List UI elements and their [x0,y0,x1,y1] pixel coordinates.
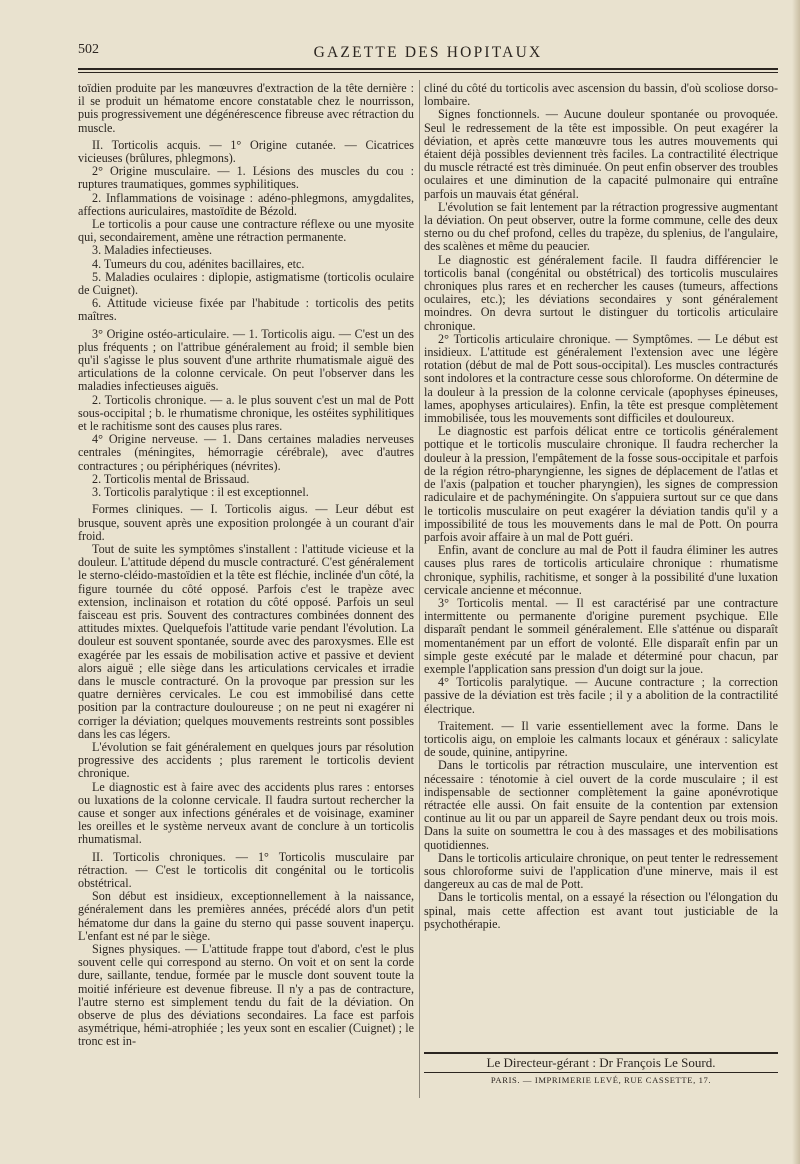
paragraph: 4° Torticolis paralytique. — Aucune contracture ; la correction passive de la déviation est très facile ; il y a abolition de la contractilité électrique. [424,675,778,716]
paragraph: Le torticolis a pour cause une contracture réflexe ou une myosite qui, secondairement, amène une rétraction permanente. [78,217,414,245]
paragraph: 2° Origine musculaire. — 1. Lésions des muscles du cou : ruptures traumatiques, gommes syphilitiques. [78,164,414,192]
footer-rule-thin [424,1072,778,1073]
page-edge-shadow [792,0,800,1164]
header-rule-thick [78,68,778,70]
list-item: 6. Attitude vicieuse fixée par l'habitude : torticolis des petits maîtres. [78,296,414,324]
section-heading-acquired: II. Torticolis acquis. — 1° Origine cutanée. — Cicatrices vicieuses (brûlures, phlegmons). [78,137,414,166]
paragraph: 3° Origine ostéo-articulaire. — 1. Torticolis aigu. — C'est un des plus fréquents ; on l'attribue généralement au froid; il semble bien qu'il s'agisse le plus souvent d'une arthrite rhumatismale aiguë des articulations de la colonne cervicale. On peut l'observer dans les maladies infectieuses aiguës. [78,326,414,394]
right-column [424,82,778,931]
printer-imprint: PARIS. — IMPRIMERIE LEVÉ, RUE CASSETTE, 17. [490,1075,712,1085]
left-column [78,82,414,1049]
paragraph: L'évolution se fait lentement par la rétraction progressive augmentant la déviation. On peut observer, outre la forme commune, celle des deux sterno ou du chef profond, celles du trapèze, du splenius, de l'angulaire, des scalènes et même du peaucier. [424,199,778,254]
list-item: 3. Maladies infectieuses. [92,243,213,258]
page-number: 502 [78,42,99,57]
section-heading-clinical-forms: Formes cliniques. — I. Torticolis aigus. — Leur début est brusque, souvent après une exposition prolongée à un courant d'air froid. [78,502,414,543]
header-rule-thin [78,72,778,73]
director-signature: Le Directeur-gérant : Dr François Le Sourd. [486,1055,716,1070]
section-heading-chronic: II. Torticolis chroniques. — 1° Torticolis musculaire par rétraction. — C'est le torticolis dit congénital ou le torticolis obstétrical. [78,849,414,890]
list-item: 5. Maladies oculaires : diplopie, astigmatisme (torticolis oculaire de Cuignet). [78,269,414,298]
paragraph: toïdien produite par les manœuvres d'extraction de la tête dernière : il se produit un hématome encore constatable chez le nourrisson, puis progressivement une dégénérescence fibreuse avec rétraction du muscle. [78,81,414,135]
paragraph: L'évolution se fait généralement en quelques jours par résolution progressive des accidents ; plus rarement le torticolis devient chronique. [78,739,414,781]
paragraph: Enfin, avant de conclure au mal de Pott il faudra éliminer les autres causes plus rares de torticolis articulaire chronique : rhumatisme chronique, syphilis, rachitisme, et songer à la possibilité d'une luxation cervicale ancienne et méconnue. [424,543,778,597]
paragraph: Tout de suite les symptômes s'installent : l'attitude vicieuse et la douleur. L'attitude dépend du muscle contracturé. C'est généralement le sterno-cléido-mastoïdien et la tête est fléchie, inclinée d'un côté, la figure tournée du côté opposé. Parfois c'est le trapèze avec extension, inclinaison et rotation du côté opposé. Parfois un seul faisceau est pris. Souvent des contractures combinées donnent des attitudes mixtes. Quelquefois l'attitude varie pendant l'évolution. La douleur est souvent spontanée, sourde avec des paroxysmes. Elle est exagérée par les essais de mobilisation active et passive et devient alors aiguë ; elle siège dans les articulations cervicales et irradie dans le muscle contracturé. On la provoque par pression sur les quatre dernières cervicales. Le cou est immobilisé dans cette position par la contracture douloureuse ; on ne peut ni exagérer ni corriger la déviation; quelques mouvements restreints sont possibles dans les cas légers. [78,541,414,741]
paragraph: Signes physiques. — L'attitude frappe tout d'abord, c'est le plus souvent celle qui correspond au sterno. On voit et on sent la corde dure, saillante, tendue, formée par le muscle dont souvent toute la moitié inférieure est devenue fibreuse. Il n'y a pas de contracture, l'autre sterno est simplement tendu du fait de la déviation. On observe de plus des déviations secondaires. La face est parfois asymétrique, hémi-atrophiée ; les yeux sont en escalier (Cuignet) ; le tronc est in- [78,942,414,1049]
section-heading-treatment: Traitement. — Il varie essentiellement avec la forme. Dans le torticolis aigu, on emploie les calmants locaux et généraux : salicylate de soude, quinine, antipyrine. [424,718,778,760]
paragraph: 4° Origine nerveuse. — 1. Dans certaines maladies nerveuses centrales (méningites, hémorragie cérébrale), avec d'autres contractures ; ou périphériques (névrites). [78,432,414,473]
paragraph: Dans le torticolis articulaire chronique, on peut tenter le redressement sous chloroforme suivi de l'application d'une minerve, mais il est dangereux au cas de mal de Pott. [424,850,778,892]
paragraph: Dans le torticolis mental, on a essayé la résection ou l'élongation du spinal, mais cette affection est avant tout justiciable de la psychothérapie. [424,890,778,931]
paragraph: 2. Torticolis chronique. — a. le plus souvent c'est un mal de Pott sous-occipital ; b. le rhumatisme chronique, les ostéites syphilitiques et le rachitisme sont des causes plus rares. [78,392,414,434]
paragraph: Le diagnostic est parfois délicat entre ce torticolis généralement pottique et le torticolis musculaire chronique. Il faudra rechercher la douleur à la pression, l'empâtement de la fosse sous-occipitale et parfois de la région rétro-pharyngienne, les signes de déplacement de l'atlas et de l'axis (palpation et toucher pharyngien), les signes de compression radiculaire et de pachyméningite. On s'appuiera surtout sur ce que dans le torticolis musculaire on peut exagérer la déviation tandis qu'il y a impossibilité de tous les mouvements dans le mal de Pott. On pourra parfois avoir affaire à un mal de Pott guéri. [424,424,778,544]
paragraph: Signes fonctionnels. — Aucune douleur spontanée ou provoquée. Seul le redressement de la tête est impossible. On peut exagérer la déviation, et après cette manœuvre tous les autres mouvements qui étaient déjà possibles deviennent très faciles. La contractilité électrique du muscle rétracté est très diminuée. On peut enfin observer des troubles oculaires et une diminution de la capacité pulmonaire qui entraîne parfois un mauvais état général. [424,107,778,201]
paragraph: Le diagnostic est à faire avec des accidents plus rares : entorses ou luxations de la colonne cervicale. Il faudra surtout rechercher la cause et songer aux infections générales et de voisinage, examiner les oreilles et le système nerveux avant de conclure à un torticolis rhumatismal. [78,779,414,847]
list-item: 2. Torticolis mental de Brissaud. [92,471,250,486]
list-item: 3. Torticolis paralytique : il est exceptionnel. [92,485,309,500]
column-divider [419,80,420,1098]
page-header [78,40,778,70]
journal-title: GAZETTE DES HOPITAUX [313,44,543,61]
paragraph: 2. Inflammations de voisinage : adéno-phlegmons, amygdalites, affections auriculaires, mastoïdite de Bézold. [78,190,414,218]
paragraph: 2° Torticolis articulaire chronique. — Symptômes. — Le début est insidieux. L'attitude est généralement l'extension avec une légère rotation (début de mal de Pott sous-occipital). Les muscles contracturés sont indolores et la contracture cesse sous chloroforme. On détermine de la douleur à la pression de la colonne cervicale (apophyses épineuses, lames, apophyses articulaires). Enfin, la tête est presque complètement immobilisée, tous les mouvements sont difficiles et douloureux. [424,331,778,426]
paragraph: 3° Torticolis mental. — Il est caractérisé par une contracture intermittente ou permanente d'origine purement psychique. Elle disparaît pendant le sommeil généralement. Elle s'atténue ou disparaît momentanément par un effort de volonté. Elle disparaît enfin par un simple geste exécuté par le malade et déterminé pour chacun, par exemple l'application sans pression d'un doigt sur la joue. [424,595,778,676]
footer-rule-thick [424,1052,778,1054]
list-item: 4. Tumeurs du cou, adénites bacillaires, etc. [92,256,305,271]
paragraph: Son début est insidieux, exceptionnellement à la naissance, généralement dans les premières années, précédé alors d'un petit hématome dur dans la gaine du sterno qui passe souvent inaperçu. L'enfant est né par le siège. [78,889,414,943]
paragraph: Dans le torticolis par rétraction musculaire, une intervention est nécessaire : ténotomie à ciel ouvert de la corde musculaire ; il est indispensable de sectionner complètement la gaine aponévrotique rétractée elle aussi. On fait ensuite de la contention par extension continue au lit ou par un appareil de Sayre pendant deux ou trois mois. Dans la suite on soumettra le cou à des massages et des mobilisations quotidiennes. [424,758,778,852]
paragraph: Le diagnostic est généralement facile. Il faudra différencier le torticolis banal (congénital ou obstétrical) des torticolis musculaires chroniques plus rares et en rechercher les causes (tumeurs, affections oculaires, etc.); les déviations secondaires y sont généralement moindres. On devra surtout le distinguer du torticolis articulaire chronique. [424,252,778,333]
paragraph: cliné du côté du torticolis avec ascension du bassin, d'où scoliose dorso-lombaire. [424,81,778,109]
